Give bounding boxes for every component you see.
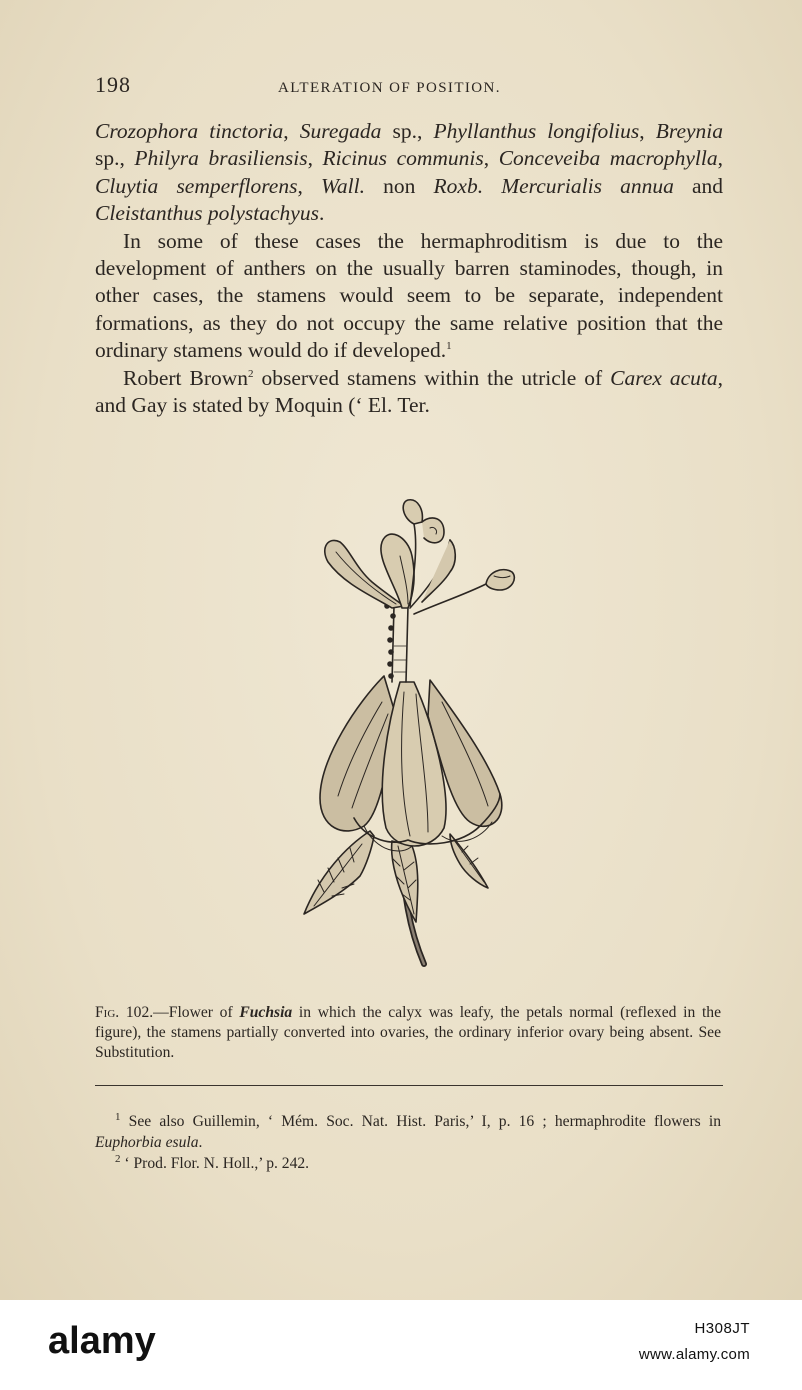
footnote-mark: 2 xyxy=(115,1152,121,1165)
footnotes xyxy=(95,1111,721,1174)
footnote-rule xyxy=(95,1085,723,1086)
species-name: Fuchsia xyxy=(239,1004,293,1021)
figure-label: Fig. 102. xyxy=(95,1004,154,1021)
text-run: , xyxy=(483,146,499,171)
text-run: See also Guillemin, ‘ Mém. Soc. Nat. Hist. Paris,’ I, p. 16 ; hermaphrodite flowers in xyxy=(120,1113,721,1130)
running-head: ALTERATION OF POSITION. xyxy=(278,80,501,96)
text-run: —Flower of xyxy=(153,1004,240,1021)
species-name: Suregada xyxy=(299,119,382,143)
paragraph-species-list xyxy=(95,118,723,228)
body-text xyxy=(95,118,723,419)
text-run: and xyxy=(673,173,724,198)
species-name: Breynia xyxy=(655,119,724,143)
species-name: Crozophora tinctoria xyxy=(95,119,284,143)
species-name: Carex acuta xyxy=(610,365,718,390)
image-id: H308JT xyxy=(694,1320,750,1337)
footnote-1 xyxy=(95,1111,721,1153)
paragraph-robert-brown xyxy=(95,365,723,420)
paragraph-hermaphroditism xyxy=(95,228,723,365)
authority-name: Roxb. xyxy=(433,173,484,198)
footnote-ref: 2 xyxy=(248,367,254,380)
species-name: Mercurialis annua xyxy=(501,173,674,198)
text-run: , xyxy=(639,119,656,143)
text-run: , and Gay is stated by Moquin (‘ El. Ter. xyxy=(95,365,724,418)
site-url[interactable]: www.alamy.com xyxy=(638,1346,750,1363)
footnote-2 xyxy=(95,1153,721,1174)
text-run: , xyxy=(307,146,323,171)
alamy-logo: alamy xyxy=(48,1320,156,1362)
species-name: Euphorbia esula xyxy=(95,1134,199,1151)
footnote-mark: 1 xyxy=(115,1110,121,1123)
text-run: , xyxy=(297,173,321,198)
species-name: Phyllanthus longifolius xyxy=(433,119,640,143)
text-run: sp., xyxy=(381,119,434,143)
footnote-ref: 1 xyxy=(446,340,452,353)
text-run: , xyxy=(717,146,723,171)
text-run: ‘ Prod. Flor. N. Holl.,’ p. 242. xyxy=(120,1155,310,1172)
figure-caption xyxy=(95,1003,721,1063)
text-run: non xyxy=(365,173,434,198)
authority-name: Wall. xyxy=(320,173,365,198)
species-name: Philyra brasiliensis xyxy=(134,146,308,171)
text-run: In some of these cases the hermaphroditism is due to the development of anthers on the usually barren staminodes, though, in other cases, the stamens would seem to be separate, independent formations, as they do not occupy the same relative position that the ordinary stamens would do if developed. xyxy=(95,228,723,363)
text-run xyxy=(483,174,501,198)
text-run: , xyxy=(283,119,300,143)
species-name: Cleistanthus polystachyus xyxy=(95,201,319,226)
flower-engraving xyxy=(292,496,522,968)
text-run: Robert Brown xyxy=(123,365,249,390)
species-name: Ricinus communis xyxy=(322,146,484,171)
text-run: sp., xyxy=(95,146,135,171)
fuchsia-flower-illustration xyxy=(292,496,522,968)
page-header xyxy=(95,72,722,106)
stock-watermark-bar xyxy=(0,1300,802,1390)
species-name: Cluytia semperflorens xyxy=(95,173,298,198)
page-number: 198 xyxy=(95,72,131,97)
text-run: observed stamens within the utricle of xyxy=(253,365,611,390)
text-run: . xyxy=(198,1134,203,1151)
text-run: in which the calyx was leafy, the petals normal (reflexed in the figure), the stamens partially converted into ovaries, the ordinary inferior ovary being absent. See Substitution. xyxy=(95,1004,721,1061)
species-name: Conceveiba macrophylla xyxy=(498,146,718,171)
text-run: . xyxy=(318,201,325,226)
